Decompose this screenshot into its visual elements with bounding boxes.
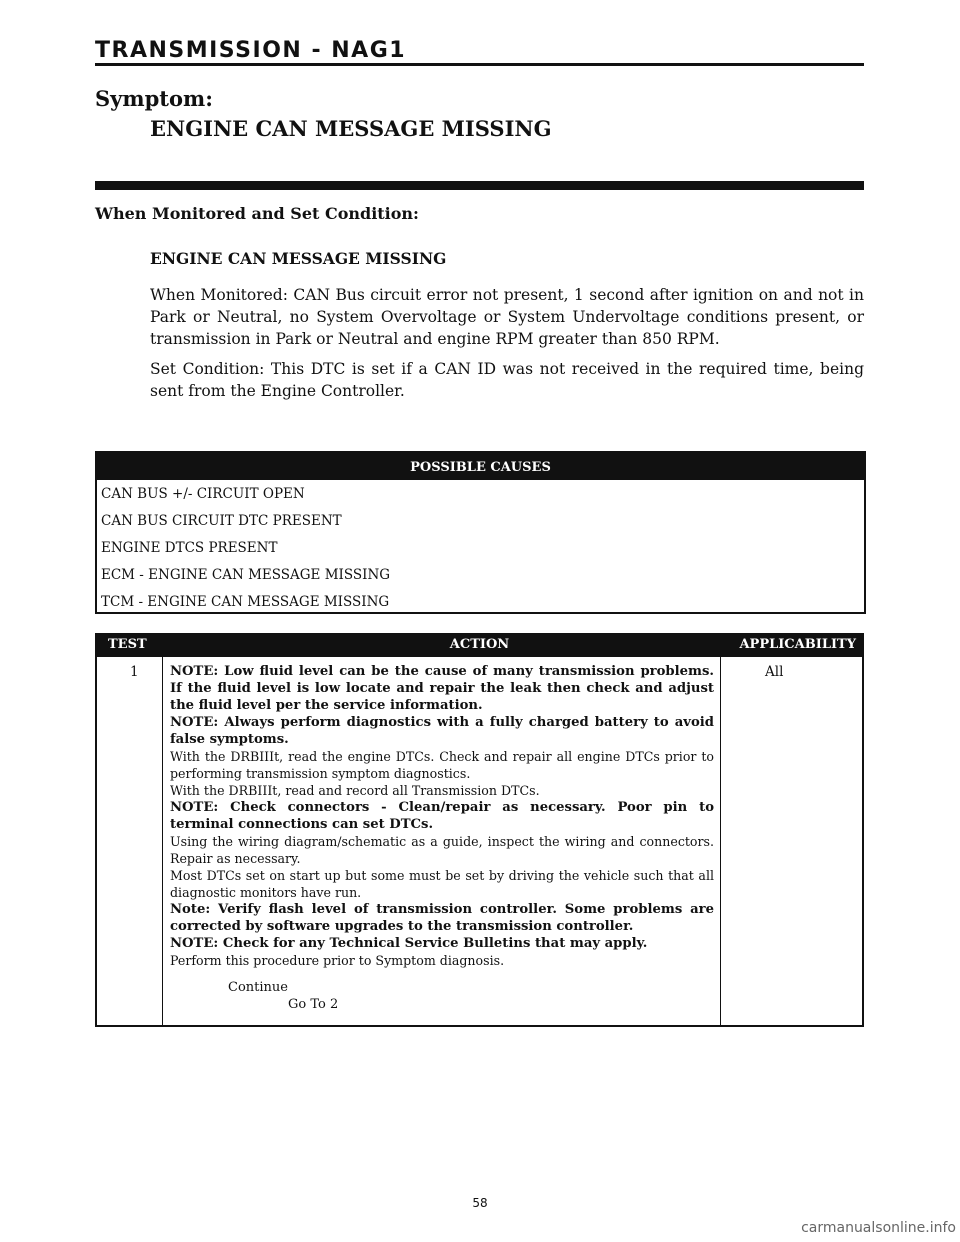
cause-item: CAN BUS CIRCUIT DTC PRESENT — [101, 513, 342, 529]
possible-causes-list — [97, 480, 864, 615]
instruction-text: Using the wiring diagram/schematic as a guide, inspect the wiring and connectors. Repair as necessary. — [170, 834, 714, 866]
header-rule — [95, 63, 864, 66]
symptom-label: Symptom: — [95, 86, 213, 111]
note-text: NOTE: Check for any Technical Service Bulletins that may apply. — [170, 936, 648, 951]
cause-item: CAN BUS +/- CIRCUIT OPEN — [101, 486, 305, 502]
header-test: TEST — [108, 637, 147, 652]
note-text: NOTE: Check connectors - Clean/repair as necessary. Poor pin to terminal connections can set DTCs. — [170, 800, 714, 832]
cause-item: TCM - ENGINE CAN MESSAGE MISSING — [101, 594, 390, 610]
instruction-text: Most DTCs set on start up but some must be set by driving the vehicle such that all diagnostic monitors have run. — [170, 868, 714, 900]
instruction-text: With the DRBIIIt, read and record all Transmission DTCs. — [170, 783, 540, 798]
goto-label: Go To 2 — [288, 997, 339, 1012]
page-number: 58 — [472, 1196, 488, 1210]
header-applicability: APPLICABILITY — [739, 637, 856, 652]
symptom-rule — [95, 181, 864, 190]
test-number: 1 — [130, 664, 139, 680]
header-action: ACTION — [449, 637, 510, 652]
cause-item: ECM - ENGINE CAN MESSAGE MISSING — [101, 567, 391, 583]
page-header-title: TRANSMISSION - NAG1 — [95, 38, 407, 63]
watermark: carmanualsonline.info — [801, 1220, 956, 1236]
column-divider — [162, 657, 163, 1027]
column-divider — [720, 657, 721, 1027]
action-block — [170, 663, 714, 969]
conditions-heading: When Monitored and Set Condition: — [95, 204, 419, 223]
instruction-text: With the DRBIIIt, read the engine DTCs. Check and repair all engine DTCs prior to performing transmission symptom diagnostics. — [170, 749, 714, 781]
note-text: NOTE: Low fluid level can be the cause of many transmission problems. If the fluid level is low locate and repair the leak then check and adjust the fluid level per the service information. — [170, 664, 714, 713]
test-table — [95, 633, 864, 1027]
conditions-title: ENGINE CAN MESSAGE MISSING — [150, 249, 447, 268]
when-monitored-text: When Monitored: CAN Bus circuit error not present, 1 second after ignition on and not in Park or Neutral, no System Overvoltage or System Undervoltage conditions present, or transmission in Park or Neutral and engine RPM greater than 850 RPM. — [150, 286, 864, 348]
possible-causes-heading: POSSIBLE CAUSES — [97, 453, 864, 480]
possible-causes-box — [95, 451, 866, 614]
continue-label: Continue — [228, 980, 288, 995]
cause-item: ENGINE DTCS PRESENT — [101, 540, 278, 556]
instruction-text: Perform this procedure prior to Symptom diagnosis. — [170, 953, 505, 968]
symptom-name: ENGINE CAN MESSAGE MISSING — [150, 116, 552, 141]
test-table-header — [95, 633, 864, 657]
applicability-value: All — [765, 664, 784, 680]
set-condition-text: Set Condition: This DTC is set if a CAN ID was not received in the required time, being sent from the Engine Controller. — [150, 360, 864, 400]
note-text: Note: Verify flash level of transmission controller. Some problems are corrected by software upgrades to the transmission controller. — [170, 902, 714, 934]
conditions-block — [150, 248, 864, 410]
note-text: NOTE: Always perform diagnostics with a fully charged battery to avoid false symptoms. — [170, 715, 714, 747]
